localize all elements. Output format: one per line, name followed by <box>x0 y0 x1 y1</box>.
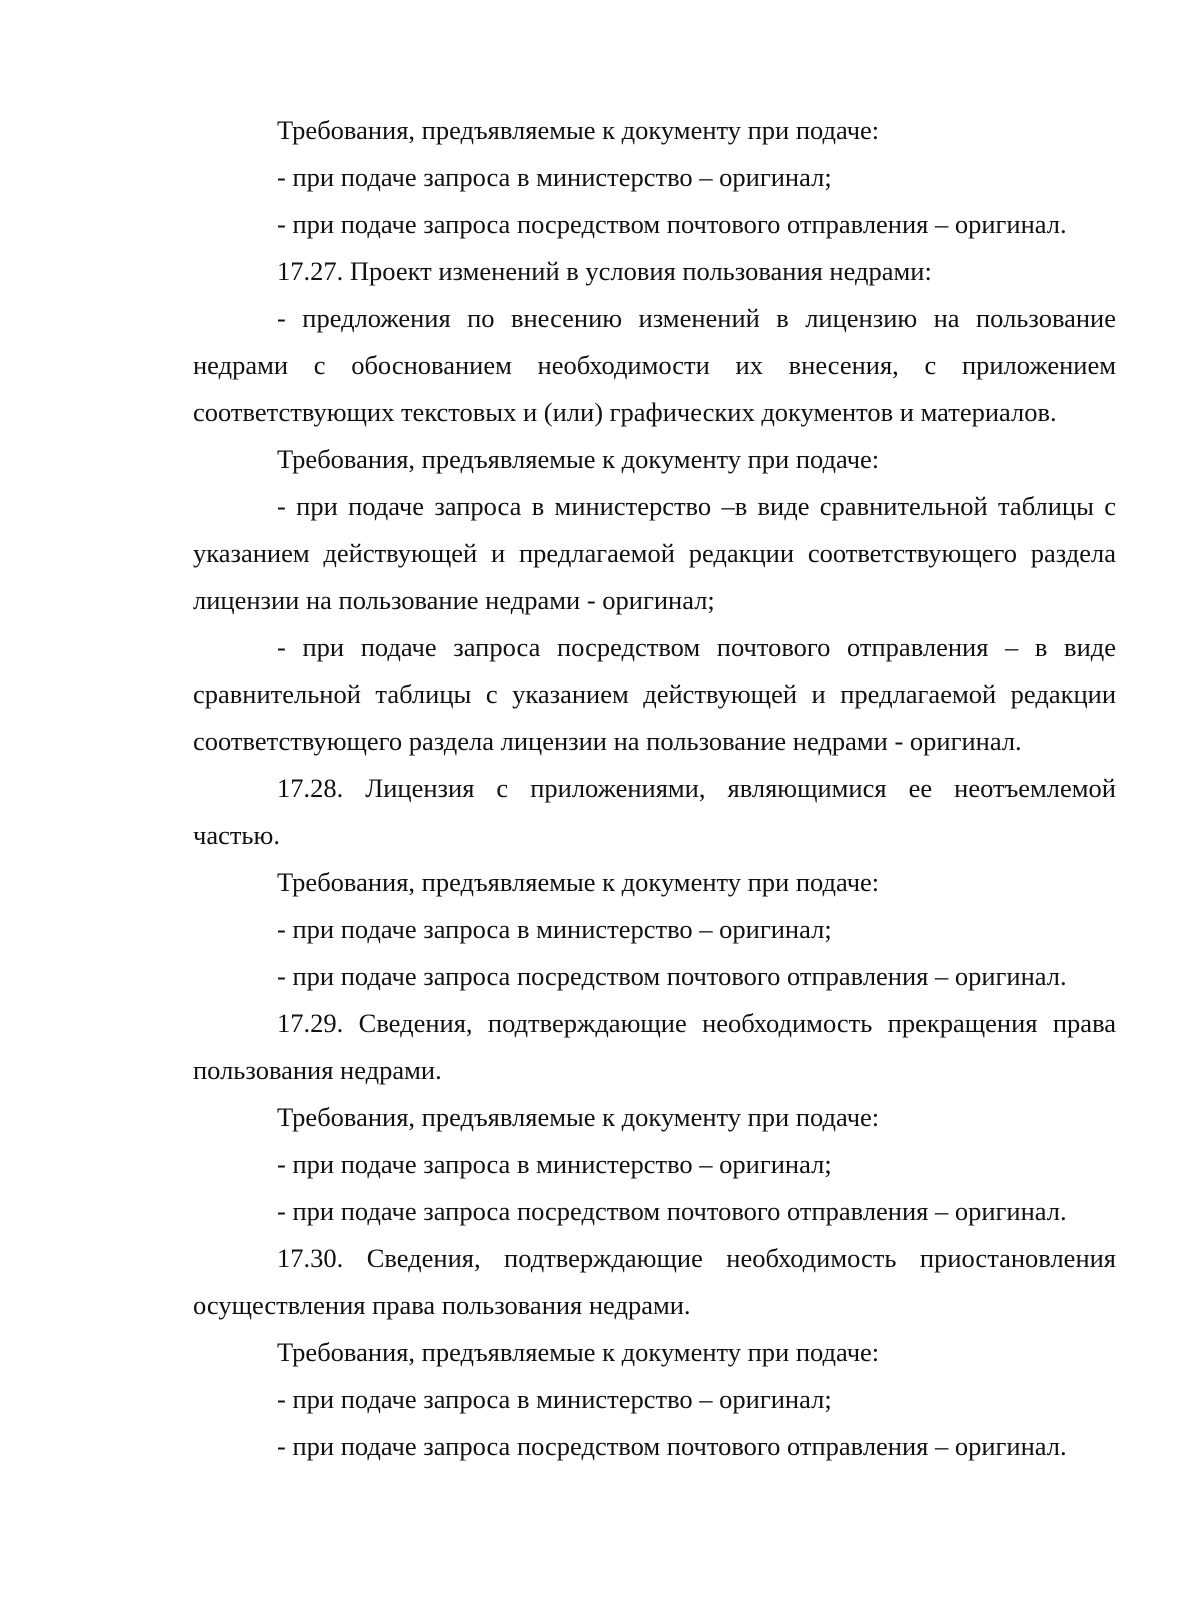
requirements-heading: Требования, предъявляемые к документу при подаче: <box>277 867 880 897</box>
ministry-submission-item: - при подаче запроса в министерство – оригинал; <box>277 1384 832 1414</box>
ministry-submission-item: - при подаче запроса в министерство – оригинал; <box>277 1149 832 1179</box>
section-17-28-heading: 17.28. Лицензия с приложениями, являющимися ее неотъемлемой частью. <box>193 773 1116 850</box>
postal-submission-item: - при подаче запроса посредством почтового отправления – оригинал. <box>277 1431 1067 1461</box>
requirements-heading: Требования, предъявляемые к документу при подаче: <box>277 1102 880 1132</box>
ministry-submission-item: - при подаче запроса в министерство –в виде сравнительной таблицы с указанием действующей и предлагаемой редакции соответствующего раздела лицензии на пользование недрами - оригинал; <box>193 491 1116 615</box>
postal-submission-item: - при подаче запроса посредством почтового отправления – в виде сравнительной таблицы с указанием действующей и предлагаемой редакции соответствующего раздела лицензии на пользование недрами - оригинал. <box>193 632 1116 756</box>
postal-submission-item: - при подаче запроса посредством почтового отправления – оригинал. <box>277 961 1067 991</box>
requirements-heading: Требования, предъявляемые к документу при подаче: <box>277 1337 880 1367</box>
requirements-heading: Требования, предъявляемые к документу при подаче: <box>277 444 880 474</box>
ministry-submission-item: - при подаче запроса в министерство – оригинал; <box>277 914 832 944</box>
ministry-submission-item: - при подаче запроса в министерство – оригинал; <box>277 162 832 192</box>
section-17-29-heading: 17.29. Сведения, подтверждающие необходимость прекращения права пользования недрами. <box>193 1008 1116 1085</box>
section-17-27-proposals: - предложения по внесению изменений в лицензию на пользование недрами с обоснованием необходимости их внесения, с приложением соответствующих текстовых и (или) графических документов и материалов. <box>193 303 1116 427</box>
postal-submission-item: - при подаче запроса посредством почтового отправления – оригинал. <box>277 1196 1067 1226</box>
requirements-heading: Требования, предъявляемые к документу при подаче: <box>277 115 880 145</box>
document-page <box>193 107 1116 1470</box>
postal-submission-item: - при подаче запроса посредством почтового отправления – оригинал. <box>277 209 1067 239</box>
section-17-30-heading: 17.30. Сведения, подтверждающие необходимость приостановления осуществления права пользования недрами. <box>193 1243 1116 1320</box>
section-17-27-heading: 17.27. Проект изменений в условия пользования недрами: <box>277 256 932 286</box>
